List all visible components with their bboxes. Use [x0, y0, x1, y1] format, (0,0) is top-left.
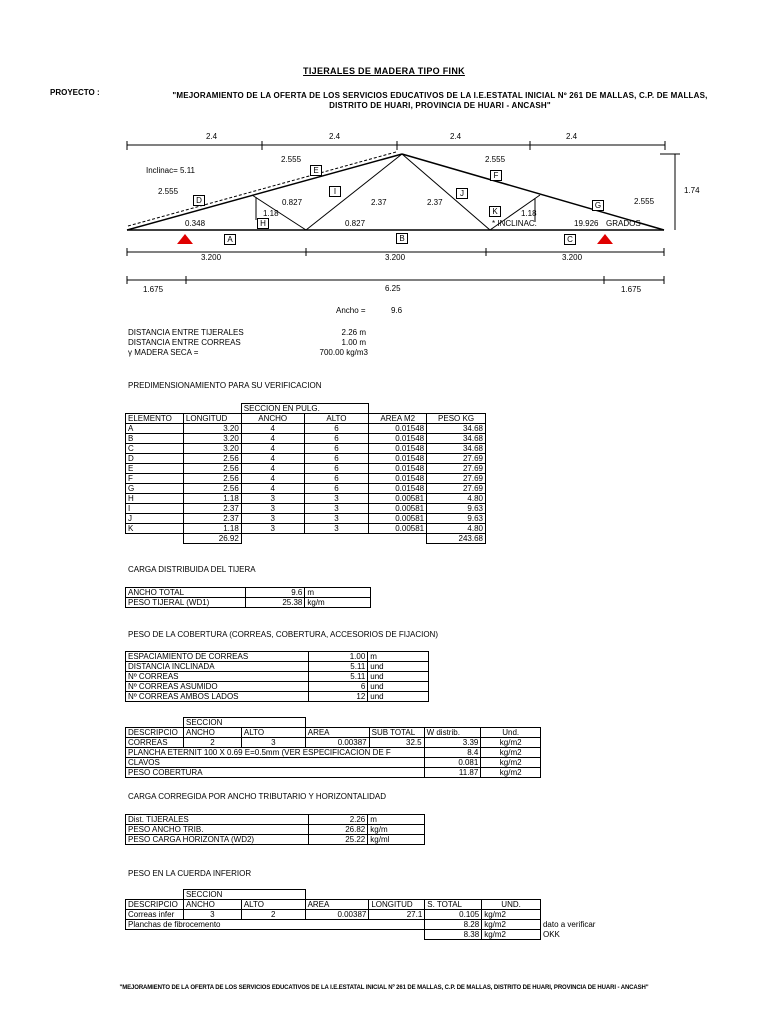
page-title: TIJERALES DE MADERA TIPO FINK [303, 66, 465, 76]
overall-dim-2: 6.25 [385, 284, 401, 293]
cell: 34.68 [427, 434, 486, 444]
cell: 0.01548 [369, 474, 427, 484]
col-header: UND. [482, 900, 541, 910]
len-diag-left: 0.827 [282, 198, 303, 207]
cell: 6 [308, 682, 368, 692]
cell: 0.00387 [305, 910, 369, 920]
len-h: 1.18 [263, 209, 279, 218]
cell: 1.00 [308, 652, 368, 662]
bottom-dim-1: 3.200 [201, 253, 222, 262]
col-header: AREA [305, 900, 369, 910]
cell: G [126, 484, 184, 494]
cell: 8.28 [425, 920, 482, 930]
cell: und [368, 662, 429, 672]
carga-dist-heading: CARGA DISTRIBUIDA DEL TIJERA [128, 565, 256, 574]
cobertura-heading: PESO DE LA COBERTURA (CORREAS, COBERTURA, ACCESORIOS DE FIJACION) [128, 630, 438, 639]
status-okk: OKK [542, 930, 560, 939]
table-row [126, 738, 541, 748]
cell: 4 [241, 464, 304, 474]
cell: 25.38 [245, 598, 305, 608]
cell: PESO ANCHO TRIB. [126, 825, 309, 835]
col-header: ANCHO [183, 728, 241, 738]
cell: Correas infer [126, 910, 184, 920]
len-g-out: 2.555 [634, 197, 655, 206]
cell: 2 [183, 738, 241, 748]
cell: 4 [241, 474, 304, 484]
col-header: AREA M2 [369, 414, 427, 424]
carga-dist-table [125, 587, 371, 608]
table-row [126, 930, 601, 940]
cell: kg/m2 [481, 758, 541, 768]
overall-dim-1: 1.675 [143, 285, 164, 294]
cell: 1.18 [183, 494, 241, 504]
cell: 5.11 [308, 662, 368, 672]
angle-unit: GRADOS [606, 219, 641, 228]
ancho-label: Ancho = [336, 306, 366, 315]
total-length: 26.92 [183, 534, 241, 544]
cell: 4.80 [427, 494, 486, 504]
member-label-e: E [310, 165, 322, 176]
len-f-top: 2.555 [485, 155, 506, 164]
inclinac-left: Inclinac= 5.11 [146, 166, 195, 175]
member-label-a: A [224, 234, 236, 245]
cell: 6 [304, 434, 369, 444]
cell: 8.4 [424, 748, 481, 758]
cell: 9.63 [427, 514, 486, 524]
cell: Nº CORREAS AMBOS LADOS [126, 692, 309, 702]
predim-group-header: SECCION EN PULG. [241, 404, 369, 414]
param-value-3: 700.00 kg/m3 [319, 348, 368, 357]
param-value-1: 2.26 m [341, 328, 366, 337]
proyecto-label: PROYECTO : [50, 88, 100, 97]
cell: 3 [241, 524, 304, 534]
cell: 0.081 [424, 758, 481, 768]
cell: kg/m2 [481, 738, 541, 748]
col-header: ALTO [304, 414, 369, 424]
param-label-1: DISTANCIA ENTRE TIJERALES [128, 328, 244, 337]
cell: 6 [304, 424, 369, 434]
len-j: 2.37 [427, 198, 443, 207]
member-label-g: G [592, 200, 604, 211]
cell: E [126, 464, 184, 474]
member-label-f: F [490, 170, 502, 181]
member-label-h: H [257, 218, 269, 229]
cell: 1.18 [183, 524, 241, 534]
col-header: SUB TOTAL [369, 728, 424, 738]
len-i: 2.37 [371, 198, 387, 207]
cobertura-table [125, 651, 429, 702]
seccion-table [125, 717, 541, 778]
bottom-dim-3: 3.200 [562, 253, 583, 262]
note-dato-verificar: dato a verificar [542, 920, 596, 929]
table-row [126, 514, 486, 524]
cell: 11.87 [424, 768, 481, 778]
proyecto-line-2: DISTRITO DE HUARI, PROVINCIA DE HUARI - ANCASH" [329, 101, 551, 110]
cell: CORREAS [126, 738, 184, 748]
cell: J [126, 514, 184, 524]
top-dim-4: 2.4 [566, 132, 578, 141]
cell: und [368, 692, 429, 702]
cell: 2.56 [183, 464, 241, 474]
cell: 0.01548 [369, 434, 427, 444]
len-small: 0.348 [185, 219, 206, 228]
member-label-d: D [193, 195, 205, 206]
col-header: AREA [305, 728, 369, 738]
cell: Planchas de fibrocemento [126, 920, 425, 930]
member-label-c: C [564, 234, 576, 245]
param-label-2: DISTANCIA ENTRE CORREAS [128, 338, 241, 347]
cell: Dist. TIJERALES [126, 815, 309, 825]
cell: 27.69 [427, 464, 486, 474]
col-header: S. TOTAL [425, 900, 482, 910]
cell: 27.69 [427, 474, 486, 484]
cell: 12 [308, 692, 368, 702]
cell: 2.56 [183, 454, 241, 464]
predim-heading: PREDIMENSIONAMIENTO PARA SU VERIFICACION [128, 381, 322, 390]
corregida-table [125, 814, 425, 845]
predim-table [125, 403, 486, 544]
cell: 6 [304, 484, 369, 494]
member-label-b: B [396, 233, 408, 244]
cell: m [305, 588, 371, 598]
col-header: DESCRIPCIO [126, 900, 184, 910]
cell: ANCHO TOTAL [126, 588, 246, 598]
seccion-group-header: SECCION [183, 718, 305, 728]
col-header: Und. [481, 728, 541, 738]
bottom-dim-2: 3.200 [385, 253, 406, 262]
table-row [126, 748, 541, 758]
cell: kg/m2 [482, 920, 541, 930]
cell: 32.5 [369, 738, 424, 748]
cell: und [368, 682, 429, 692]
table-row [126, 494, 486, 504]
cell: kg/m [368, 825, 425, 835]
cuerda-table [125, 889, 601, 940]
cell: 4.80 [427, 524, 486, 534]
cell: m [368, 815, 425, 825]
angle-value: 19.926 [574, 219, 599, 228]
cell: 3.20 [183, 434, 241, 444]
cell: 34.68 [427, 444, 486, 454]
cell: 3 [304, 514, 369, 524]
table-row [126, 910, 601, 920]
cell: und [368, 672, 429, 682]
cell: 0.00581 [369, 524, 427, 534]
cell: CLAVOS [126, 758, 425, 768]
cell: 3 [241, 738, 305, 748]
cell: 3 [241, 514, 304, 524]
cell: 4 [241, 444, 304, 454]
cell: 4 [241, 484, 304, 494]
cell: 27.69 [427, 484, 486, 494]
cell: kg/m [305, 598, 371, 608]
cell: 3.20 [183, 444, 241, 454]
cell: 3 [304, 494, 369, 504]
cell: 0.00387 [305, 738, 369, 748]
cell: 0.00581 [369, 494, 427, 504]
cell: PESO CARGA HORIZONTA (WD2) [126, 835, 309, 845]
cell: kg/m2 [482, 910, 541, 920]
cell: ESPACIAMIENTO DE CORREAS [126, 652, 309, 662]
cell: 5.11 [308, 672, 368, 682]
cell: 6 [304, 444, 369, 454]
proyecto-line-1: "MEJORAMIENTO DE LA OFERTA DE LOS SERVICIOS EDUCATIVOS DE LA I.E.ESTATAL INICIAL Nº 261 DE MALLAS, C.P. DE MALLAS, [172, 91, 708, 100]
cell: 3.20 [183, 424, 241, 434]
predim-header-row [126, 414, 486, 424]
cell: 2.56 [183, 484, 241, 494]
cell: PESO TIJERAL (WD1) [126, 598, 246, 608]
table-row [126, 682, 429, 692]
cell: 4 [241, 424, 304, 434]
cell: F [126, 474, 184, 484]
cell: H [126, 494, 184, 504]
table-row [126, 484, 486, 494]
cell: 0.01548 [369, 444, 427, 454]
predim-total-row [126, 534, 486, 544]
table-row [126, 434, 486, 444]
table-row [126, 474, 486, 484]
table-row [126, 504, 486, 514]
footer-project: "MEJORAMIENTO DE LA OFERTA DE LOS SERVICIOS EDUCATIVOS DE LA I.E.ESTATAL INICIAL Nº 261 DE MALLAS, C.P. DE MALLAS, DISTRITO DE HUARI, PROVINCIA DE HUARI - ANCASH" [119, 985, 649, 991]
cell: 0.105 [425, 910, 482, 920]
cell: 0.00581 [369, 504, 427, 514]
table-row [126, 424, 486, 434]
table-row [126, 652, 429, 662]
col-header: ANCHO [183, 900, 241, 910]
cell: 8.38 [425, 930, 482, 940]
table-row [126, 662, 429, 672]
cell: 3 [183, 910, 241, 920]
table-row [126, 672, 429, 682]
member-label-k: K [489, 206, 501, 217]
len-d-out: 2.555 [158, 187, 179, 196]
top-dim-3: 2.4 [450, 132, 462, 141]
overall-dim-3: 1.675 [621, 285, 642, 294]
cell: I [126, 504, 184, 514]
cell: K [126, 524, 184, 534]
cell: 0.01548 [369, 454, 427, 464]
cell: 2 [241, 910, 305, 920]
cell: Nº CORREAS [126, 672, 309, 682]
col-header: LONGITUD [369, 900, 425, 910]
cell: kg/m2 [481, 748, 541, 758]
top-dim-2: 2.4 [329, 132, 341, 141]
table-row [126, 454, 486, 464]
cell: m [368, 652, 429, 662]
table-row [126, 758, 541, 768]
corregida-heading: CARGA CORREGIDA POR ANCHO TRIBUTARIO Y HORIZONTALIDAD [128, 792, 386, 801]
param-value-2: 1.00 m [341, 338, 366, 347]
cell: 0.00581 [369, 514, 427, 524]
ancho-value: 9.6 [391, 306, 403, 315]
cell: B [126, 434, 184, 444]
member-label-j: J [456, 188, 468, 199]
col-header: PESO KG [427, 414, 486, 424]
inclinac-right: * INCLINAC. [492, 219, 537, 228]
cell: Nº CORREAS ASUMIDO [126, 682, 309, 692]
cell: 0.01548 [369, 424, 427, 434]
cell: 9.6 [245, 588, 305, 598]
len-bottom-mid: 0.827 [345, 219, 366, 228]
table-row [126, 692, 429, 702]
cell: 2.37 [183, 504, 241, 514]
truss-diagram [0, 0, 768, 320]
table-row [126, 464, 486, 474]
cell: PESO COBERTURA [126, 768, 425, 778]
cell: kg/m2 [482, 930, 541, 940]
height-dim: 1.74 [684, 186, 700, 195]
cell: 3 [304, 504, 369, 514]
cell: 4 [241, 454, 304, 464]
col-header: ELEMENTO [126, 414, 184, 424]
cell: 26.82 [308, 825, 368, 835]
col-header: W distrib. [424, 728, 481, 738]
cell: 6 [304, 464, 369, 474]
support-left-icon [177, 234, 193, 244]
cell: kg/m2 [481, 768, 541, 778]
total-weight: 243.68 [427, 534, 486, 544]
top-dim-1: 2.4 [206, 132, 218, 141]
cell: 27.69 [427, 454, 486, 464]
cell: PLANCHA ETERNIT 100 X 0.69 E=0.5mm (VER ESPECIFICACION DE F [126, 748, 425, 758]
cell: 0.01548 [369, 464, 427, 474]
cell: 34.68 [427, 424, 486, 434]
cell: 6 [304, 474, 369, 484]
table-row [126, 920, 601, 930]
cell: 2.37 [183, 514, 241, 524]
col-header: ALTO [241, 900, 305, 910]
cell: 9.63 [427, 504, 486, 514]
col-header: LONGITUD [183, 414, 241, 424]
cuerda-heading: PESO EN LA CUERDA INFERIOR [128, 869, 252, 878]
cell: 4 [241, 434, 304, 444]
col-header: ANCHO [241, 414, 304, 424]
table-row [126, 524, 486, 534]
cell: 3 [241, 494, 304, 504]
cell: DISTANCIA INCLINADA [126, 662, 309, 672]
param-label-3: γ MADERA SECA = [128, 348, 199, 357]
member-label-i: I [329, 186, 341, 197]
cell: 27.1 [369, 910, 425, 920]
table-row [126, 444, 486, 454]
cell: C [126, 444, 184, 454]
cuerda-group-header: SECCION [183, 890, 305, 900]
len-k: 1.18 [521, 209, 537, 218]
cell: 6 [304, 454, 369, 464]
len-e-top: 2.555 [281, 155, 302, 164]
col-header: DESCRIPCIO [126, 728, 184, 738]
cell: 2.56 [183, 474, 241, 484]
col-header: ALTO [241, 728, 305, 738]
cell: D [126, 454, 184, 464]
support-right-icon [597, 234, 613, 244]
table-row [126, 768, 541, 778]
cell: 3.39 [424, 738, 481, 748]
cell: kg/ml [368, 835, 425, 845]
cell: A [126, 424, 184, 434]
cell: 3 [241, 504, 304, 514]
cell: 0.01548 [369, 484, 427, 494]
cell: 2.26 [308, 815, 368, 825]
cell: 3 [304, 524, 369, 534]
cell: 25.22 [308, 835, 368, 845]
